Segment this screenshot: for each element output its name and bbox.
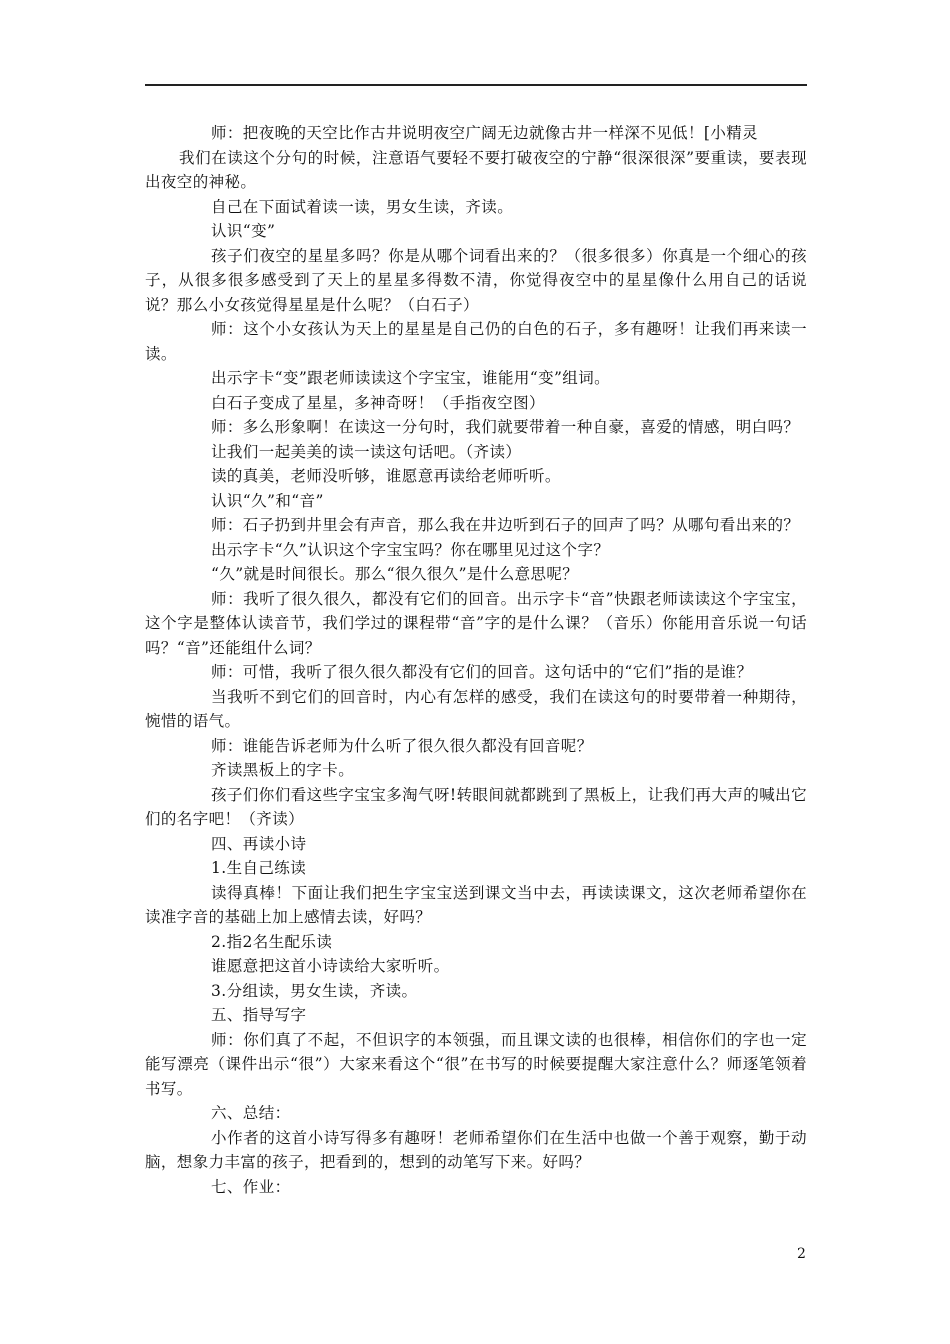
paragraph: 谁愿意把这首小诗读给大家听听。 (211, 957, 450, 975)
sub-heading: 2.指2名生配乐读 (211, 932, 333, 951)
paragraph: 出示字卡“变”跟老师读读这个字宝宝，谁能用“变”组词。 (211, 369, 610, 387)
section-heading: 七、作业： (211, 1177, 291, 1196)
section-heading: 四、再读小诗 (211, 834, 307, 853)
section-heading: 认识“久”和“音” (211, 491, 324, 510)
paragraph: 师：把夜晚的天空比作古井说明夜空广阔无边就像古井一样深不见低！[小精灵 (211, 124, 759, 142)
paragraph: 出示字卡“久”认识这个字宝宝吗？你在哪里见过这个字？ (211, 540, 610, 559)
paragraph: 师：你们真了不起，不但识字的本领强，而且课文读的也很棒，相信你们的字也一定能写漂亮（课件出示“很”）大家来看这个“很”在书写的时候要提醒大家注意什么？师逐笔领着书写。 (145, 1030, 807, 1098)
paragraph: 小作者的这首小诗写得多有趣呀！老师希望你们在生活中也做一个善于观察，勤于动脑，想象力丰富的孩子，把看到的，想到的动笔写下来。好吗？ (145, 1128, 807, 1171)
paragraph: 让我们一起美美的读一读这句话吧。（齐读） (211, 442, 522, 461)
paragraph: 孩子们你们看这些字宝宝多淘气呀!转眼间就都跳到了黑板上，让我们再大声的喊出它们的名字吧！（齐读） (145, 785, 807, 828)
paragraph: 白石子变成了星星，多神奇呀！（手指夜空图） (211, 393, 545, 412)
paragraph: 我们在读这个分句的时候，注意语气要轻不要打破夜空的宁静“很深很深”要重读，要表现出夜空的神秘。 (145, 148, 807, 191)
section-heading: 六、总结： (211, 1104, 291, 1122)
paragraph: 当我听不到它们的回音时，内心有怎样的感受，我们在读这句的时要带着一种期待，惋惜的语气。 (145, 687, 807, 730)
page-number: 2 (797, 1246, 806, 1262)
sub-heading: 1.生自己练读 (211, 859, 307, 877)
paragraph: 师：谁能告诉老师为什么听了很久很久都没有回音呢？ (211, 736, 593, 755)
paragraph: 师：这个小女孩认为天上的星星是自己仍的白色的石子，多有趣呀！让我们再来读一读。 (145, 320, 807, 363)
document-body (145, 121, 807, 1199)
section-heading: 五、指导写字 (211, 1006, 307, 1024)
header-rule (145, 84, 807, 86)
paragraph: 师：多么形象啊！在读这一分句时，我们就要带着一种自豪，喜爱的情感，明白吗？ (211, 418, 800, 436)
paragraph: “久”就是时间很长。那么“很久很久”是什么意思呢？ (211, 565, 579, 583)
paragraph: 孩子们夜空的星星多吗？你是从哪个词看出来的？（很多很多）你真是一个细心的孩子，从很多很多感受到了天上的星星多得数不清，你觉得夜空中的星星像什么用自己的话说说？那么小女孩觉得星星是什么呢？（白石子） (145, 246, 807, 314)
sub-heading: 3.分组读，男女生读，齐读。 (211, 981, 418, 1000)
paragraph: 自己在下面试着读一读，男女生读，齐读。 (211, 197, 514, 216)
paragraph: 读得真棒！下面让我们把生字宝宝送到课文当中去，再读读课文，这次老师希望你在读准字音的基础上加上感情去读，好吗？ (145, 883, 807, 926)
paragraph: 师：石子扔到井里会有声音，那么我在井边听到石子的回声了吗？从哪句看出来的？ (211, 516, 800, 534)
paragraph: 师：我听了很久很久，都没有它们的回音。出示字卡“音”快跟老师读读这个字宝宝，这个字是整体认读音节，我们学过的课程带“音”字的是什么课？（音乐）你能用音乐说一句话吗？“音”还能组什么词？ (145, 589, 807, 657)
paragraph: 读的真美，老师没听够，谁愿意再读给老师听听。 (211, 467, 561, 485)
paragraph: 师：可惜，我听了很久很久都没有它们的回音。这句话中的“它们”指的是谁？ (211, 663, 753, 681)
section-heading: 认识“变” (211, 222, 276, 240)
paragraph: 齐读黑板上的字卡。 (211, 761, 355, 779)
